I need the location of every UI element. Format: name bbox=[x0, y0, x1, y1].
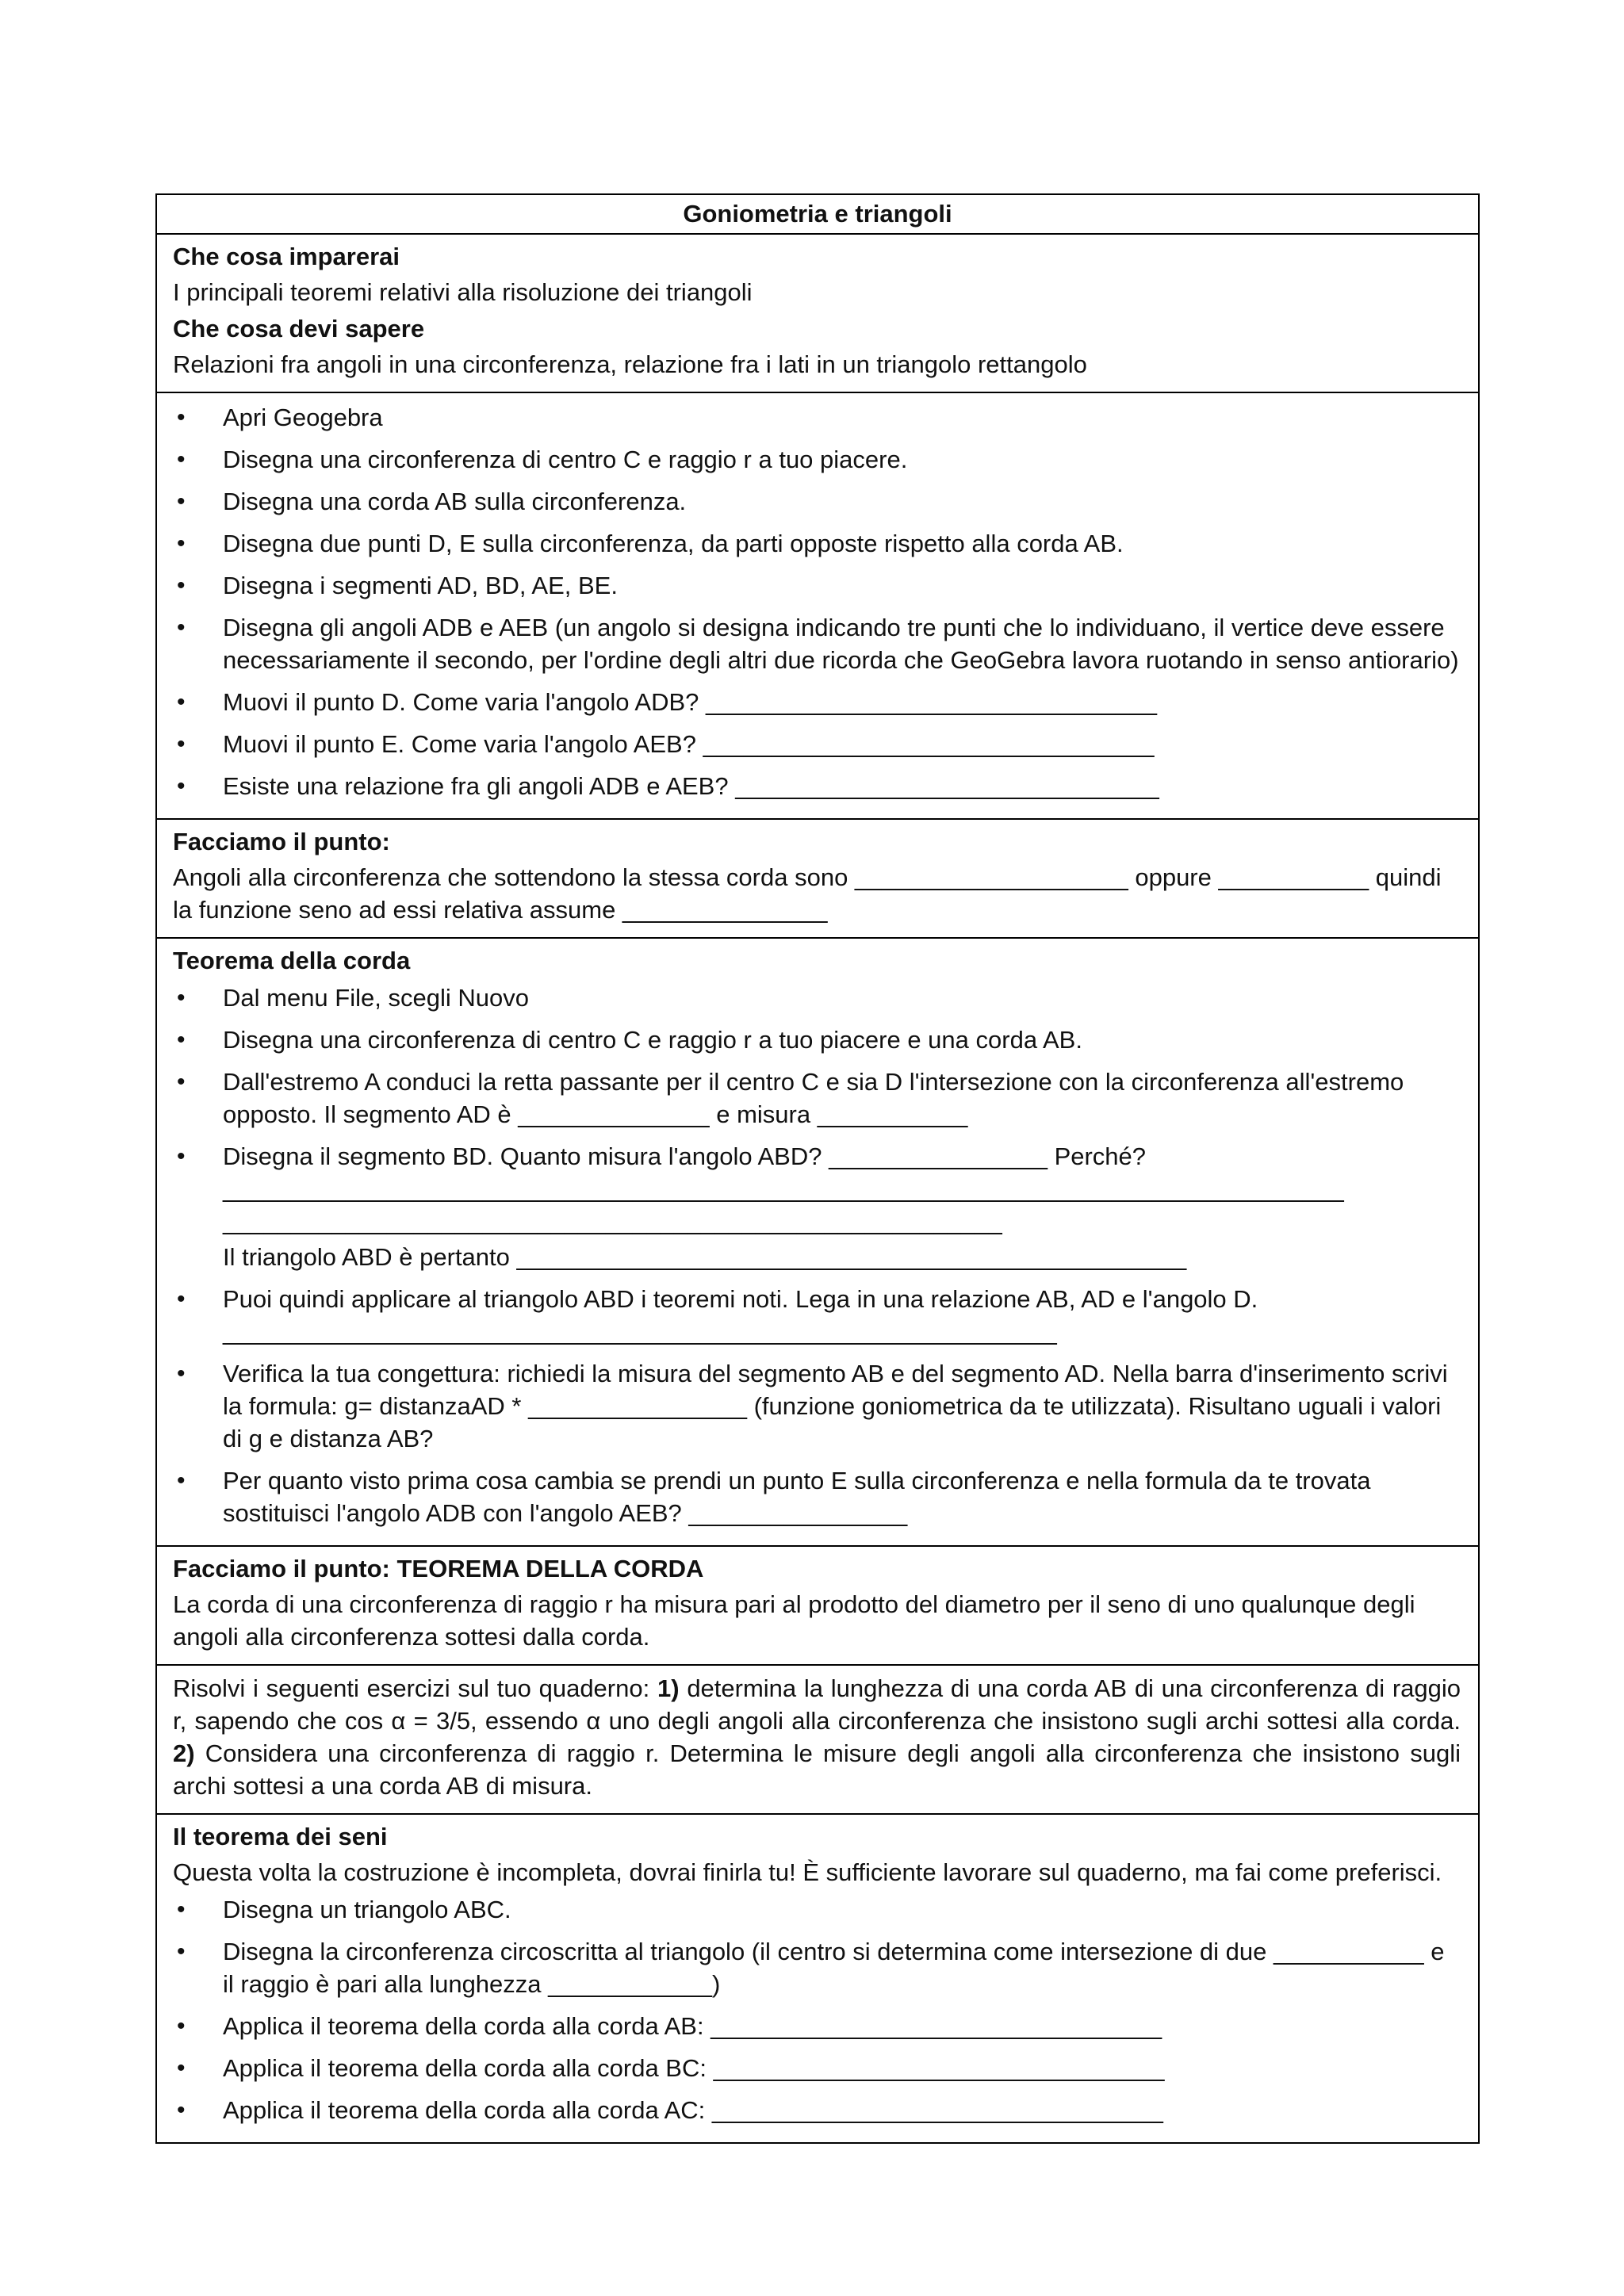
learn-text: I principali teoremi relativi alla risoluzione dei triangoli bbox=[173, 278, 753, 306]
summary2-section bbox=[157, 1545, 1478, 1664]
list-item: • Muovi il punto E. Come varia l'angolo AEB? _________________________________ bbox=[173, 728, 1461, 760]
exercises-section bbox=[157, 1664, 1478, 1813]
activity1-list bbox=[173, 401, 1461, 802]
chord-triangle-line: Il triangolo ABD è pertanto _________________________________________________ bbox=[223, 1243, 1187, 1271]
intro-section bbox=[157, 233, 1478, 392]
list-item: • Disegna una circonferenza di centro C e raggio r a tuo piacere. bbox=[173, 443, 1461, 476]
exercise-1-number: 1) bbox=[657, 1674, 680, 1702]
learn-heading: Che cosa imparerai bbox=[173, 243, 400, 270]
summary1-section bbox=[157, 818, 1478, 937]
worksheet-title: Goniometria e triangoli bbox=[683, 200, 952, 228]
list-item: • Disegna gli angoli ADB e AEB (un angolo si designa indicando tre punti che lo individuano, il vertice deve essere necessariamente il secondo, per l'ordine degli altri due ricorda che GeoGebra lavora ruotando in senso antiorario) bbox=[173, 611, 1461, 676]
sines-list bbox=[173, 1893, 1461, 2126]
know-heading: Che cosa devi sapere bbox=[173, 315, 425, 342]
exercises-lead: Risolvi i seguenti esercizi sul tuo quaderno: bbox=[173, 1674, 650, 1702]
exercise-2-number: 2) bbox=[173, 1739, 195, 1767]
list-item: • Applica il teorema della corda alla corda AB: _________________________________ bbox=[173, 2010, 1461, 2042]
list-item bbox=[173, 1140, 1461, 1273]
exercise-1-text: determina la lunghezza di una corda AB di una circonferenza di raggio r, sapendo che cos α = 3/5, essendo α uno degli angoli alla circonferenza che insistono sugli archi sottesi alla corda. bbox=[173, 1674, 1461, 1735]
chord-list bbox=[173, 982, 1461, 1529]
sines-heading: Il teorema dei seni bbox=[173, 1823, 388, 1850]
summary2-heading: Facciamo il punto: TEOREMA DELLA CORDA bbox=[173, 1555, 704, 1582]
know-text: Relazioni fra angoli in una circonferenza, relazione fra i lati in un triangolo rettangolo bbox=[173, 350, 1087, 378]
chord-item-bd: Disegna il segmento BD. Quanto misura l'angolo ABD? ________________ Perché? __________________________________________________________________________________ _________________________________________________________ bbox=[223, 1142, 1344, 1235]
chord-section bbox=[157, 937, 1478, 1545]
activity1-section bbox=[157, 392, 1478, 818]
list-item: • Applica il teorema della corda alla corda AC: _________________________________ bbox=[173, 2094, 1461, 2126]
list-item: • Dal menu File, scegli Nuovo bbox=[173, 982, 1461, 1014]
summary1-heading: Facciamo il punto: bbox=[173, 828, 390, 855]
list-item: • Muovi il punto D. Come varia l'angolo ADB? _________________________________ bbox=[173, 686, 1461, 718]
sines-section bbox=[157, 1813, 1478, 2142]
list-item: • Applica il teorema della corda alla corda BC: _________________________________ bbox=[173, 2052, 1461, 2084]
list-item: • Disegna la circonferenza circoscritta al triangolo (il centro si determina come intersezione di due ___________ e il raggio è pari alla lunghezza ____________) bbox=[173, 1935, 1461, 2000]
list-item: • Disegna una circonferenza di centro C e raggio r a tuo piacere e una corda AB. bbox=[173, 1024, 1461, 1056]
exercise-2-text: Considera una circonferenza di raggio r. Determina le misure degli angoli alla circonferenza che insistono sugli archi sottesi a una corda AB di misura. bbox=[173, 1739, 1461, 1800]
sines-intro: Questa volta la costruzione è incompleta, dovrai finirla tu! È sufficiente lavorare sul quaderno, ma fai come preferisci. bbox=[173, 1858, 1442, 1886]
list-item: • Puoi quindi applicare al triangolo ABD i teoremi noti. Lega in una relazione AB, AD e l'angolo D. _____________________________________________________________ bbox=[173, 1283, 1461, 1348]
list-item: • Verifica la tua congettura: richiedi la misura del segmento AB e del segmento AD. Nella barra d'inserimento scrivi la formula: g= distanzaAD * ________________ (funzione goniometrica da te utilizzata). Risultano uguali i valori di g e distanza AB? bbox=[173, 1357, 1461, 1455]
exercises-text bbox=[173, 1672, 1461, 1802]
list-item: • Disegna una corda AB sulla circonferenza. bbox=[173, 485, 1461, 518]
list-item: • Per quanto visto prima cosa cambia se prendi un punto E sulla circonferenza e nella formula da te trovata sostituisci l'angolo ADB con l'angolo AEB? ________________ bbox=[173, 1464, 1461, 1529]
chord-heading: Teorema della corda bbox=[173, 947, 411, 974]
worksheet-table bbox=[155, 193, 1480, 2144]
summary2-text: La corda di una circonferenza di raggio r ha misura pari al prodotto del diametro per il seno di uno qualunque degli angoli alla circonferenza sottesi dalla corda. bbox=[173, 1590, 1415, 1651]
summary1-text: Angoli alla circonferenza che sottendono la stessa corda sono ____________________ oppure ___________ quindi la funzione seno ad essi relativa assume _______________ bbox=[173, 863, 1442, 924]
list-item: • Disegna i segmenti AD, BD, AE, BE. bbox=[173, 569, 1461, 602]
list-item: • Esiste una relazione fra gli angoli ADB e AEB? _______________________________ bbox=[173, 770, 1461, 802]
list-item: • Disegna un triangolo ABC. bbox=[173, 1893, 1461, 1926]
list-item: • Disegna due punti D, E sulla circonferenza, da parti opposte rispetto alla corda AB. bbox=[173, 527, 1461, 560]
list-item: • Dall'estremo A conduci la retta passante per il centro C e sia D l'intersezione con la circonferenza all'estremo opposto. Il segmento AD è ______________ e misura ___________ bbox=[173, 1066, 1461, 1131]
list-item: • Apri Geogebra bbox=[173, 401, 1461, 434]
